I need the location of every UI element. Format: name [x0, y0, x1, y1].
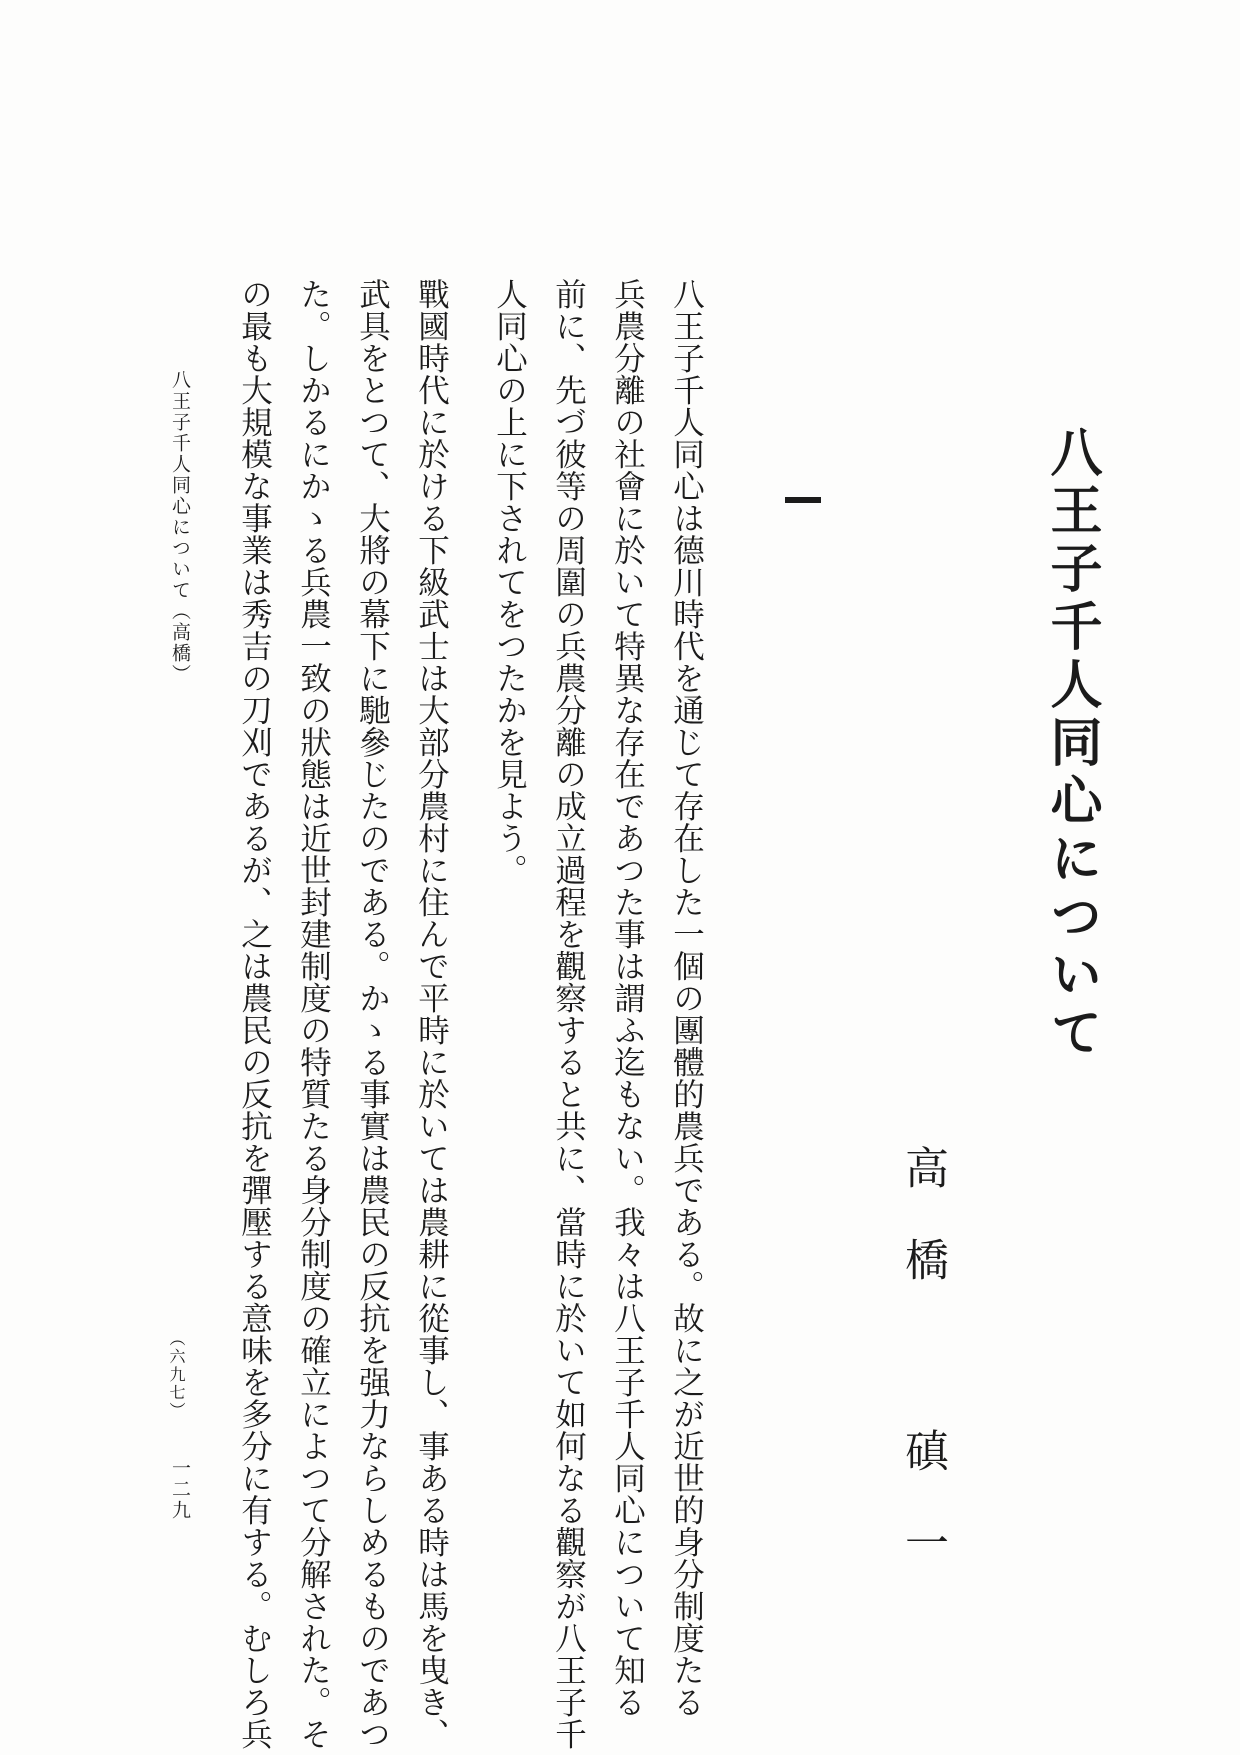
serial-number: （六九七）: [167, 1330, 186, 1420]
page-number: 一二九: [169, 1458, 191, 1521]
article-title: 八王子千人同心について: [1041, 425, 1102, 1063]
running-title: 八王子千人同心について（高橋）: [169, 370, 191, 685]
body-column-7: た。しかるにかゝる兵農一致の狀態は近世封建制度の特質たる身分制度の確立によつて分解された。そ: [295, 278, 332, 1750]
body-column-6: 武具をとつて、大將の幕下に馳參じたのである。かゝる事實は農民の反抗を强力ならしめるものであつ: [354, 278, 391, 1750]
body-column-1: 八王子千人同心は德川時代を通じて存在した一個の團體的農兵である。故に之が近世的身分制度たる: [668, 278, 705, 1718]
body-column-4: 人同心の上に下されてをつたかを見よう。: [491, 278, 528, 886]
body-column-5: 戰國時代に於ける下級武士は大部分農村に住んで平時に於いては農耕に從事し、事ある時は馬を曳き、: [413, 278, 450, 1750]
section-number: [783, 475, 784, 476]
body-column-2: 兵農分離の社會に於いて特異な存在であつた事は謂ふ迄もない。我々は八王子千人同心について知る: [609, 278, 646, 1718]
section-number-mark: [785, 497, 821, 503]
body-column-8: の最も大規模な事業は秀吉の刀刈であるが、之は農民の反抗を彈壓する意味を多分に有する。むしろ兵: [236, 278, 273, 1750]
body-column-3: 前に、先づ彼等の周圍の兵農分離の成立過程を觀察すると共に、當時に於いて如何なる觀察が八王子千: [550, 278, 587, 1750]
author-name: 高橋 磌一: [897, 1145, 948, 1612]
